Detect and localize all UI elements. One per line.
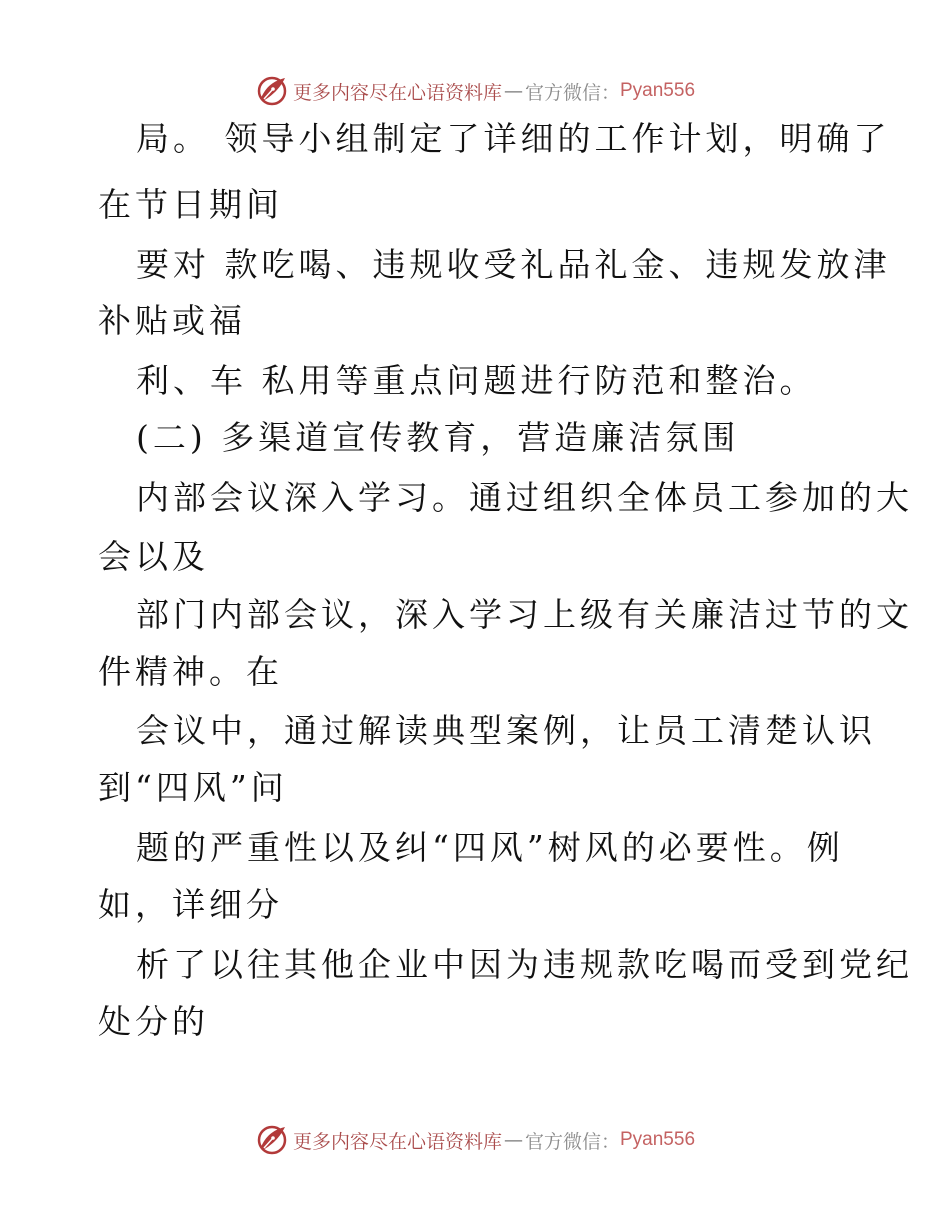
text-line: 题的严重性以及纠“四风”树风的必要性。例 [136, 828, 844, 867]
watermark-wechat-id: Pyan556 [620, 1129, 696, 1150]
text-line: 内部会议深入学习。通过组织全体员工参加的大 [136, 478, 913, 517]
text-line: 析了以往其他企业中因为违规款吃喝而受到党纪 [136, 945, 913, 984]
watermark-dash: — [503, 1129, 523, 1151]
text-line: 件精神。在 [98, 652, 283, 691]
text-line: 到“四风”问 [98, 768, 288, 807]
text-line: 会以及 [98, 537, 209, 576]
text-line: 部门内部会议，深入学习上级有关廉洁过节的文 [136, 595, 913, 634]
watermark-wechat-id: Pyan556 [620, 80, 696, 101]
text-line: 会议中，通过解读典型案例，让员工清楚认识 [136, 711, 876, 750]
text-line: 要对 款吃喝、违规收受礼品礼金、违规发放津 [136, 245, 891, 284]
watermark-main-text: 更多内容尽在心语资料库 [292, 1130, 502, 1153]
watermark-dash: — [503, 80, 523, 102]
text-line: 补贴或福 [98, 301, 246, 340]
text-line: 利、车 私用等重点问题进行防范和整治。 [136, 361, 817, 400]
watermark-wechat-label: 官方微信： [524, 81, 620, 104]
pen-nib-logo-icon [255, 74, 289, 108]
text-line: 在节日期间 [98, 185, 283, 224]
pen-nib-logo-icon [255, 1123, 289, 1157]
footer-watermark [0, 1120, 950, 1160]
text-line: 局。 领导小组制定了详细的工作计划，明确了 [136, 119, 891, 158]
text-line: 如，详细分 [98, 885, 283, 924]
watermark-main-text: 更多内容尽在心语资料库 [292, 81, 502, 104]
header-watermark [0, 71, 950, 111]
section-heading: (二) 多渠道宣传教育，营造廉洁氛围 [136, 418, 740, 457]
text-line: 处分的 [98, 1002, 209, 1041]
watermark-wechat-label: 官方微信： [524, 1130, 620, 1153]
